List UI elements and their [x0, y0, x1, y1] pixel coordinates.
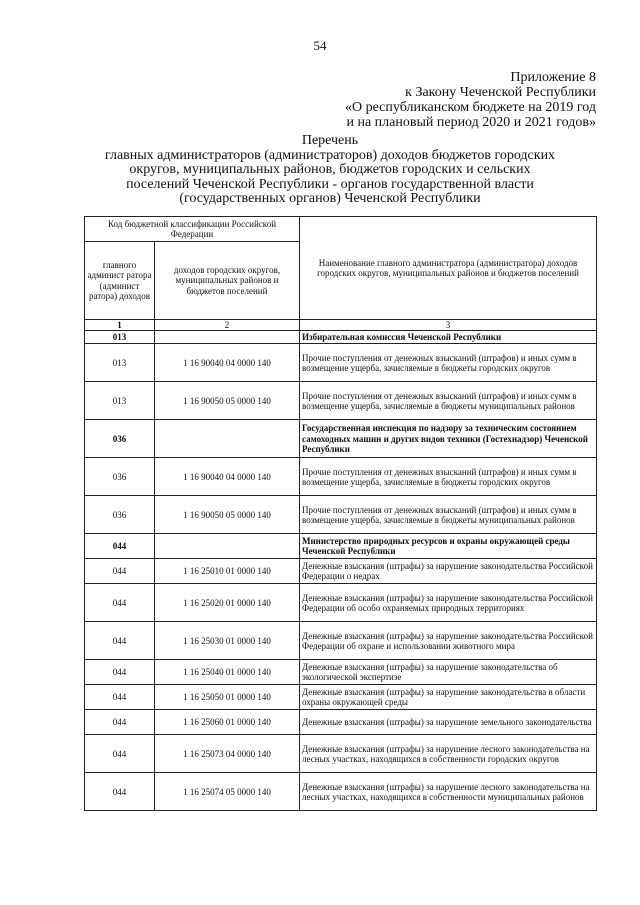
name-cell: Денежные взыскания (штрафы) за нарушение лесного законодательства на лесных участках, находящихся в собственности городских округов [300, 735, 597, 773]
title-line-5: (государственных органов) Чеченской Республики [179, 191, 481, 206]
appendix-header [345, 70, 596, 130]
admin-code-cell: 044 [85, 660, 155, 685]
table-row [85, 331, 597, 344]
table-row [85, 710, 597, 735]
table-row [85, 496, 597, 534]
col1-header: главного админист ратора (админист ратора) доходов [85, 242, 155, 320]
administrators-table [84, 216, 597, 811]
table-row [85, 660, 597, 685]
income-code-cell: 1 16 25030 01 0000 140 [155, 622, 300, 660]
table-row [85, 735, 597, 773]
name-cell: Прочие поступления от денежных взысканий (штрафов) и иных сумм в возмещение ущерба, зачисляемые в бюджеты муниципальных районов [300, 382, 597, 420]
income-code-cell: 1 16 25020 01 0000 140 [155, 584, 300, 622]
index-cell-3: 3 [300, 320, 597, 331]
col3-header: Наименование главного администратора (администратора) доходов городских округов, муниципальных районов и бюджетов поселений [300, 217, 597, 320]
income-code-cell: 1 16 25040 01 0000 140 [155, 660, 300, 685]
name-cell: Денежные взыскания (штрафы) за нарушение лесного законодательства на лесных участках, находящихся в собственности муниципальных районов [300, 773, 597, 811]
name-cell: Прочие поступления от денежных взысканий (штрафов) и иных сумм в возмещение ущерба, зачисляемые в бюджеты городских округов [300, 344, 597, 382]
admin-code-cell: 036 [85, 458, 155, 496]
income-code-cell [155, 420, 300, 458]
table-row [85, 344, 597, 382]
table-row [85, 534, 597, 559]
title-line-1: Перечень [301, 133, 359, 148]
table-row [85, 420, 597, 458]
admin-code-cell: 044 [85, 735, 155, 773]
table-row [85, 584, 597, 622]
admin-code-cell: 044 [85, 622, 155, 660]
appendix-line-1: Приложение 8 [510, 70, 596, 85]
admin-code-cell: 044 [85, 710, 155, 735]
income-code-cell: 1 16 25060 01 0000 140 [155, 710, 300, 735]
income-code-cell: 1 16 25050 01 0000 140 [155, 685, 300, 710]
admin-code-cell: 044 [85, 534, 155, 559]
admin-code-cell: 044 [85, 685, 155, 710]
name-cell: Денежные взыскания (штрафы) за нарушение законодательства об экологической экспертизе [300, 660, 597, 685]
table-row [85, 773, 597, 811]
admin-code-cell: 036 [85, 420, 155, 458]
table-row [85, 458, 597, 496]
name-cell: Денежные взыскания (штрафы) за нарушение законодательства Российской Федерации о недрах [300, 559, 597, 584]
header-group-cell: Код бюджетной классификации Российской Федерации [85, 217, 300, 242]
table-row [85, 622, 597, 660]
appendix-line-3: «О республиканском бюджете на 2019 год [345, 100, 596, 115]
appendix-line-2: к Закону Чеченской Республики [405, 85, 596, 100]
admin-code-cell: 036 [85, 496, 155, 534]
name-cell: Денежные взыскания (штрафы) за нарушение законодательства Российской Федерации об особо охраняемых природных территориях [300, 584, 597, 622]
income-code-cell: 1 16 90040 04 0000 140 [155, 344, 300, 382]
income-code-cell: 1 16 25073 04 0000 140 [155, 735, 300, 773]
col2-header: доходов городских округов, муниципальных районов и бюджетов поселений [155, 242, 300, 320]
page-number: 54 [313, 38, 327, 53]
name-cell: Денежные взыскания (штрафы) за нарушение законодательства Российской Федерации об охране и использовании животного мира [300, 622, 597, 660]
name-cell: Прочие поступления от денежных взысканий (штрафов) и иных сумм в возмещение ущерба, зачисляемые в бюджеты муниципальных районов [300, 496, 597, 534]
income-code-cell: 1 16 25010 01 0000 140 [155, 559, 300, 584]
name-cell: Избирательная комиссия Чеченской Республики [300, 331, 597, 344]
index-cell-2: 2 [155, 320, 300, 331]
title-line-2: главных администраторов (администраторов) доходов бюджетов городских [104, 147, 556, 163]
table-row [85, 382, 597, 420]
admin-code-cell: 044 [85, 559, 155, 584]
admin-code-cell: 013 [85, 344, 155, 382]
income-code-cell [155, 534, 300, 559]
table-row [85, 685, 597, 710]
admin-code-cell: 044 [85, 773, 155, 811]
admin-code-cell: 044 [85, 584, 155, 622]
income-code-cell: 1 16 90050 05 0000 140 [155, 496, 300, 534]
table-row [85, 559, 597, 584]
name-cell: Министерство природных ресурсов и охраны окружающей среды Чеченской Республики [300, 534, 597, 559]
income-code-cell: 1 16 90050 05 0000 140 [155, 382, 300, 420]
name-cell: Денежные взыскания (штрафы) за нарушение законодательства в области охраны окружающей среды [300, 685, 597, 710]
name-cell: Государственная инспекция по надзору за техническим состоянием самоходных машин и других видов техники (Гостехнадзор) Чеченской Республики [300, 420, 597, 458]
document-title [70, 134, 590, 207]
name-cell: Прочие поступления от денежных взысканий (штрафов) и иных сумм в возмещение ущерба, зачисляемые в бюджеты городских округов [300, 458, 597, 496]
income-code-cell: 1 16 90040 04 0000 140 [155, 458, 300, 496]
admin-code-cell: 013 [85, 382, 155, 420]
index-cell-1: 1 [85, 320, 155, 331]
appendix-line-4: и на плановый период 2020 и 2021 годов» [346, 115, 596, 130]
admin-code-cell: 013 [85, 331, 155, 344]
income-code-cell: 1 16 25074 05 0000 140 [155, 773, 300, 811]
income-code-cell [155, 331, 300, 344]
title-line-3: округов, муниципальных районов, бюджетов городских и сельских [129, 162, 531, 177]
name-cell: Денежные взыскания (штрафы) за нарушение земельного законодательства [300, 710, 597, 735]
title-line-4: поселений Чеченской Республики - органов государственной власти [126, 176, 534, 192]
